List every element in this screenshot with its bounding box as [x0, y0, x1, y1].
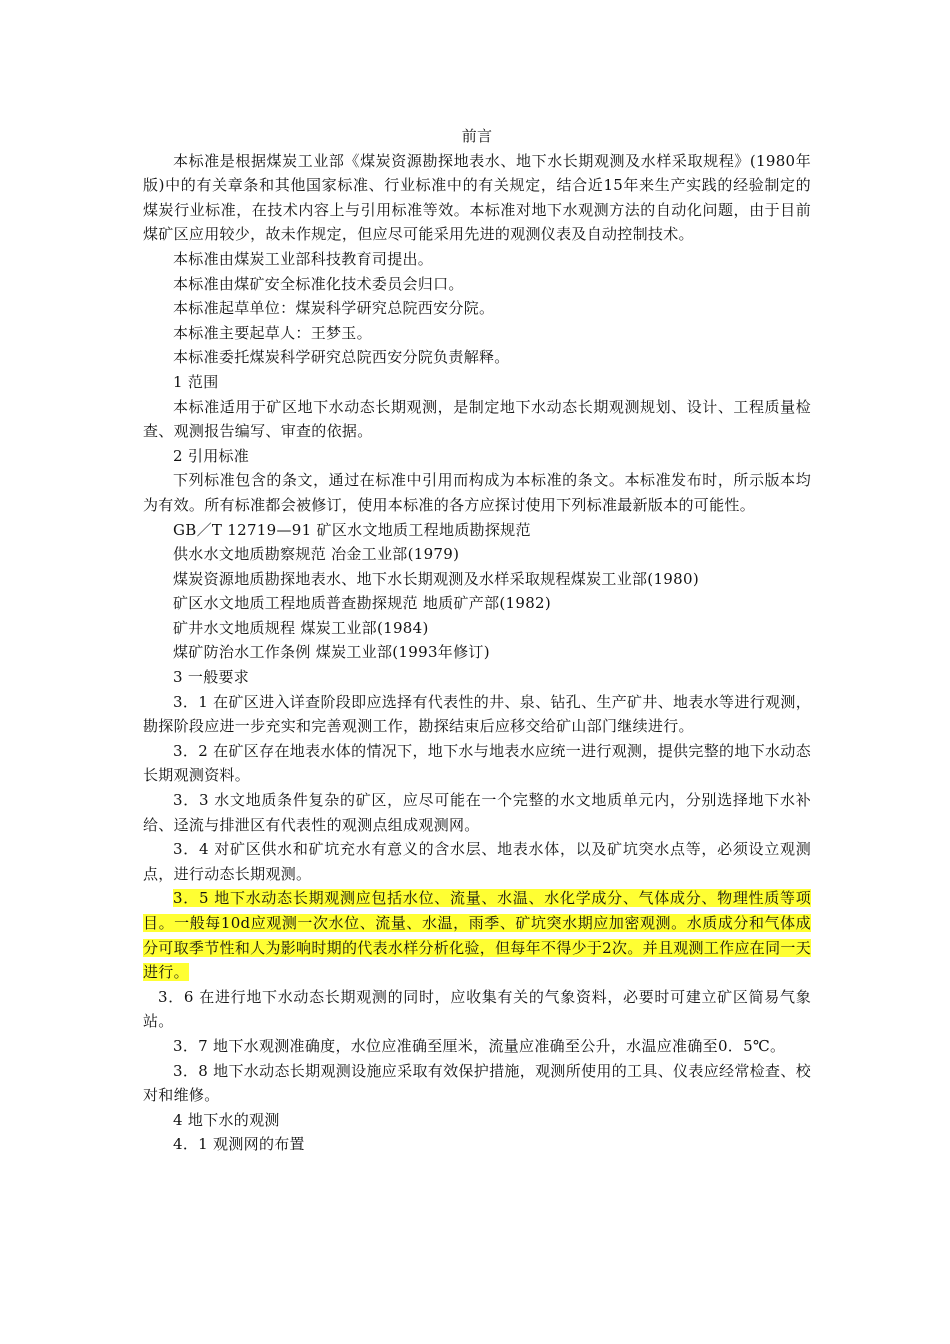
- paragraph: 煤炭资源地质勘探地表水、地下水长期观测及水样采取规程煤炭工业部(1980): [173, 569, 699, 588]
- paragraph: 3．8 地下水动态长期观测设施应采取有效保护措施，观测所使用的工具、仪表应经常检查、校对和维修。: [143, 1061, 811, 1105]
- paragraph: 3 一般要求: [173, 668, 250, 687]
- paragraph: 本标准起草单位：煤炭科学研究总院西安分院。: [173, 299, 495, 318]
- paragraph: 煤矿防治水工作条例 煤炭工业部(1993年修订): [173, 643, 490, 662]
- paragraph: 3．6 在进行地下水动态长期观测的同时，应收集有关的气象资料，必要时可建立矿区简易气象站。: [143, 987, 811, 1031]
- paragraph: 本标准是根据煤炭工业部《煤炭资源勘探地表水、地下水长期观测及水样采取规程》(1980年版)中的有关章条和其他国家标准、行业标准中的有关规定，结合近15年来生产实践的经验制定的煤炭行业标准，在技术内容上与引用标准等效。本标准对地下水观测方法的自动化问题，由于目前煤矿区应用较少，故未作规定，但应尽可能采用先进的观测仪表及自动控制技术。: [143, 151, 811, 244]
- paragraph: 4．1 观测网的布置: [173, 1135, 305, 1154]
- paragraph: 本标准由煤矿安全标准化技术委员会归口。: [173, 274, 464, 293]
- paragraph: 3．1 在矿区进入详查阶段即应选择有代表性的井、泉、钻孔、生产矿井、地表水等进行观测，勘探阶段应进一步充实和完善观测工作，勘探结束后应移交给矿山部门继续进行。: [143, 692, 811, 736]
- document-title: 前言: [461, 127, 493, 145]
- paragraph: 3．7 地下水观测准确度，水位应准确至厘米，流量应准确至公升，水温应准确至0．5℃。: [173, 1036, 786, 1055]
- paragraph: [143, 886, 811, 984]
- paragraph: 3．2 在矿区存在地表水体的情况下，地下水与地表水应统一进行观测，提供完整的地下水动态长期观测资料。: [143, 741, 811, 785]
- paragraph: 3．3 水文地质条件复杂的矿区，应尽可能在一个完整的水文地质单元内，分别选择地下水补给、迳流与排泄区有代表性的观测点组成观测网。: [143, 791, 811, 834]
- paragraph: 3．4 对矿区供水和矿坑充水有意义的含水层、地表水体，以及矿坑突水点等，必须设立观测点，进行动态长期观测。: [143, 840, 811, 883]
- document-page: [143, 124, 811, 1157]
- paragraph: 本标准由煤炭工业部科技教育司提出。: [173, 249, 434, 268]
- paragraph: 矿区水文地质工程地质普查勘探规范 地质矿产部(1982): [173, 594, 552, 613]
- paragraph: GB／T 12719—91 矿区水文地质工程地质勘探规范: [173, 520, 531, 539]
- document-body: [143, 149, 811, 1157]
- paragraph: 4 地下水的观测: [173, 1110, 280, 1129]
- paragraph: 供水水文地质勘察规范 冶金工业部(1979): [173, 545, 460, 564]
- paragraph: 本标准主要起草人：王梦玉。: [173, 323, 372, 342]
- paragraph: 2 引用标准: [173, 446, 250, 465]
- paragraph: 1 范围: [173, 372, 219, 391]
- highlighted-text: 3．5 地下水动态长期观测应包括水位、流量、水温、水化学成分、气体成分、物理性质等项目。一般每10d应观测一次水位、流量、水温，雨季、矿坑突水期应加密观测。水质成分和气体成分可取季节性和人为影响时期的代表水样分析化验，但每年不得少于2次。并且观测工作应在同一天进行。: [143, 889, 811, 982]
- paragraph: 本标准委托煤炭科学研究总院西安分院负责解释。: [173, 348, 510, 367]
- paragraph: 本标准适用于矿区地下水动态长期观测，是制定地下水动态长期观测规划、设计、工程质量检查、观测报告编写、审查的依据。: [143, 397, 811, 441]
- paragraph: 下列标准包含的条文，通过在标准中引用而构成为本标准的条文。本标准发布时，所示版本均为有效。所有标准都会被修订，使用本标准的各方应探讨使用下列标准最新版本的可能性。: [143, 471, 811, 514]
- paragraph: 矿井水文地质规程 煤炭工业部(1984): [173, 618, 429, 637]
